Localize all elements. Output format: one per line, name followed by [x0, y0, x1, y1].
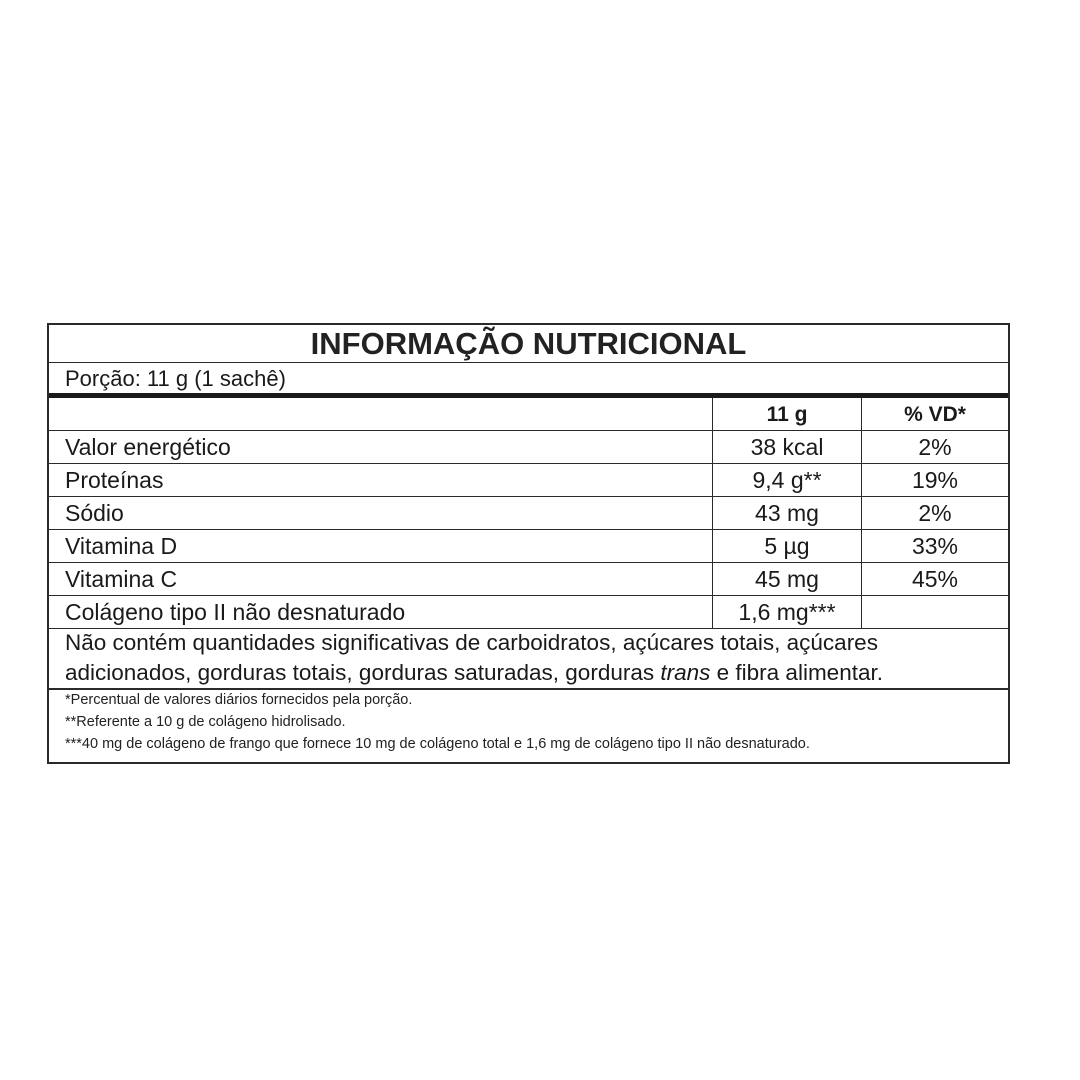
nutrient-name: Valor energético [65, 434, 231, 460]
footnote: ***40 mg de colágeno de frango que fornece 10 mg de colágeno total e 1,6 mg de colágeno tipo II não desnaturado. [65, 736, 810, 752]
header-vd: % VD* [861, 398, 1008, 430]
table-row [49, 464, 1008, 497]
footnote: **Referente a 10 g de colágeno hidrolisado. [65, 714, 346, 730]
nutrient-quantity: 5 µg [712, 530, 861, 562]
note-line-1: Não contém quantidades significativas de carboidratos, açúcares totais, açúcares [65, 630, 878, 655]
nutrient-name: Colágeno tipo II não desnaturado [65, 599, 406, 625]
nutrition-facts-label [47, 323, 1010, 764]
table-row [49, 530, 1008, 563]
note-line-2-start: adicionados, gorduras totais, gorduras saturadas, gorduras [65, 660, 661, 685]
header-name [65, 398, 705, 430]
not-significant-note [65, 628, 998, 688]
nutrient-vd: 2% [861, 431, 1008, 463]
nutrient-quantity: 1,6 mg*** [712, 596, 861, 628]
label-title: INFORMAÇÃO NUTRICIONAL [310, 326, 747, 361]
header-quantity: 11 g [712, 398, 861, 430]
table-row [49, 497, 1008, 530]
nutrient-name: Sódio [65, 500, 124, 526]
nutrient-vd: 19% [861, 464, 1008, 496]
table-row [49, 563, 1008, 596]
nutrient-quantity: 43 mg [712, 497, 861, 529]
nutrient-quantity: 9,4 g** [712, 464, 861, 496]
nutrient-vd [861, 596, 1008, 628]
table-row [49, 596, 1008, 629]
note-trans-italic: trans [660, 660, 711, 685]
note-line-2-end: e fibra alimentar. [710, 660, 883, 685]
nutrient-name: Proteínas [65, 467, 164, 493]
title-divider [49, 362, 1008, 363]
nutrient-vd: 2% [861, 497, 1008, 529]
nutrient-quantity: 45 mg [712, 563, 861, 595]
nutrient-vd: 33% [861, 530, 1008, 562]
table-row [49, 431, 1008, 464]
nutrient-name: Vitamina C [65, 566, 178, 592]
nutrient-vd: 45% [861, 563, 1008, 595]
nutrient-quantity: 38 kcal [712, 431, 861, 463]
footnote: *Percentual de valores diários fornecidos pela porção. [65, 692, 413, 708]
note-line-2 [65, 658, 998, 688]
portion-size: Porção: 11 g (1 sachê) [65, 366, 286, 391]
table-header-row [49, 398, 1008, 431]
nutrient-name: Vitamina D [65, 533, 178, 559]
